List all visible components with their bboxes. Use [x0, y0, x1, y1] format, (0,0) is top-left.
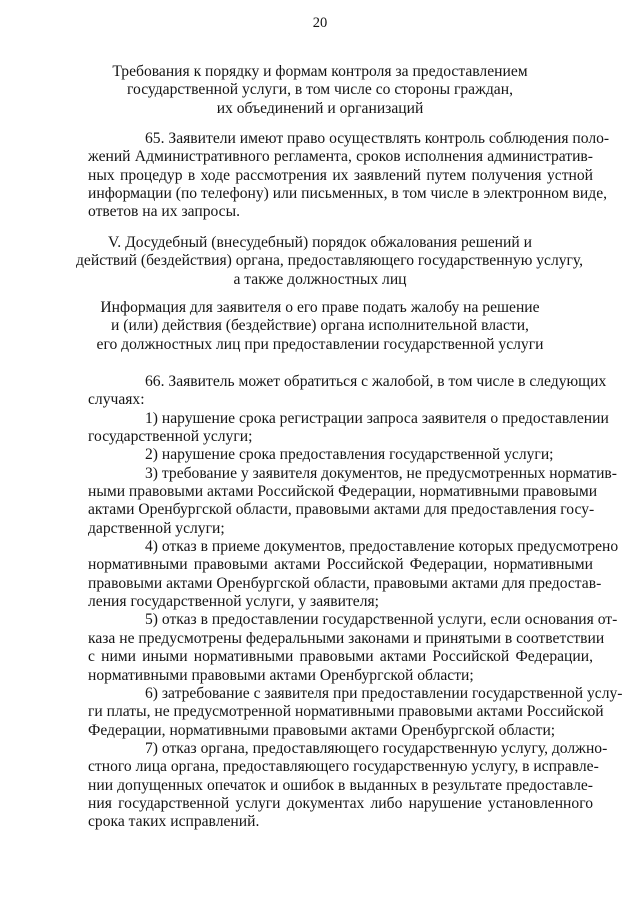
list-item-line: стного лица органа, предоставляющего государственную услугу, в исправле- [88, 758, 599, 776]
heading-line: Требования к порядку и формам контроля за предоставлением [112, 63, 528, 80]
page-number: 20 [312, 15, 328, 31]
paragraph-line: жений Административного регламента, сроков исполнения административ- [88, 148, 593, 166]
heading-line: и (или) действия (бездействие) органа исполнительной власти, [111, 317, 529, 335]
paragraph-line: информации (по телефону) или письменных, в том числе в электронном виде, [88, 185, 608, 203]
list-item-line: 1) нарушение срока регистрации запроса заявителя о предоставлении [145, 409, 609, 427]
heading-line: действий (бездействия) органа, предоставляющего государственную услугу, [76, 252, 584, 270]
list-item-line: ги платы, не предусмотренной нормативными правовыми актами Российской [88, 703, 604, 721]
heading-line: V. Досудебный (внесудебный) порядок обжалования решений и [108, 234, 532, 251]
list-item-line: ления государственной услуги, у заявителя; [88, 593, 380, 611]
heading-line: а также должностных лиц [233, 270, 407, 288]
paragraph-65 [88, 130, 610, 222]
list-item-line: ния государственной услуги документах либо нарушение установленного [88, 794, 593, 812]
heading-line: государственной услуги, в том числе со стороны граждан, [127, 81, 513, 99]
heading-line: Информация для заявителя о его праве подать жалобу на решение [100, 299, 540, 316]
list-item-line: 2) нарушение срока предоставления государственной услуги; [145, 446, 554, 464]
section-heading-appeal [76, 234, 584, 289]
list-item-line: государственной услуги; [88, 428, 253, 446]
section-heading-control [86, 63, 554, 118]
section-heading-complaint-info [76, 299, 564, 354]
heading-line: их объединений и организаций [216, 99, 424, 117]
paragraph-line: случаях: [88, 391, 145, 409]
list-item-line: нормативными правовыми актами Оренбургской области; [88, 666, 474, 684]
list-item-line: актами Оренбургской области, правовыми актами для предоставления госу- [88, 501, 595, 519]
paragraph-66 [88, 373, 623, 832]
paragraph-line: ных процедур в ходе рассмотрения их заявлений путем получения устной [88, 166, 593, 184]
list-item-line: 6) затребование с заявителя при предоставлении государственной услу- [145, 684, 623, 702]
list-item-line: 3) требование у заявителя документов, не предусмотренных норматив- [145, 464, 617, 482]
list-item-line: с ними иными нормативными правовыми актами Российской Федерации, [88, 648, 593, 666]
heading-line: его должностных лиц при предоставлении государственной услуги [96, 335, 544, 353]
list-item-line: 4) отказ в приеме документов, предоставление которых предусмотрено [145, 538, 619, 556]
list-item-line: правовыми актами Оренбургской области, правовыми актами для предостав- [88, 574, 602, 592]
paragraph-line: 65. Заявители имеют право осуществлять контроль соблюдения поло- [145, 130, 610, 147]
list-item-line: ными правовыми актами Российской Федерации, нормативными правовыми [88, 483, 598, 501]
list-item-line: каза не предусмотрены федеральными законами и принятыми в соответствии [88, 629, 605, 647]
list-item-line: дарственной услуги; [88, 519, 225, 537]
list-item-line: 5) отказ в предоставлении государственной услуги, если основания от- [145, 611, 618, 629]
list-item-line: срока таких исправлений. [88, 813, 260, 831]
list-item-line: Федерации, нормативными правовыми актами Оренбургской области; [88, 721, 556, 739]
paragraph-line: 66. Заявитель может обратиться с жалобой, в том числе в следующих [145, 373, 607, 390]
list-item-line: 7) отказ органа, предоставляющего государственную услугу, должно- [145, 739, 608, 757]
list-item-line: нии допущенных опечаток и ошибок в выданных в результате предоставле- [88, 776, 593, 794]
paragraph-line: ответов на их запросы. [88, 203, 240, 221]
list-item-line: нормативными правовыми актами Российской Федерации, нормативными [88, 556, 593, 574]
